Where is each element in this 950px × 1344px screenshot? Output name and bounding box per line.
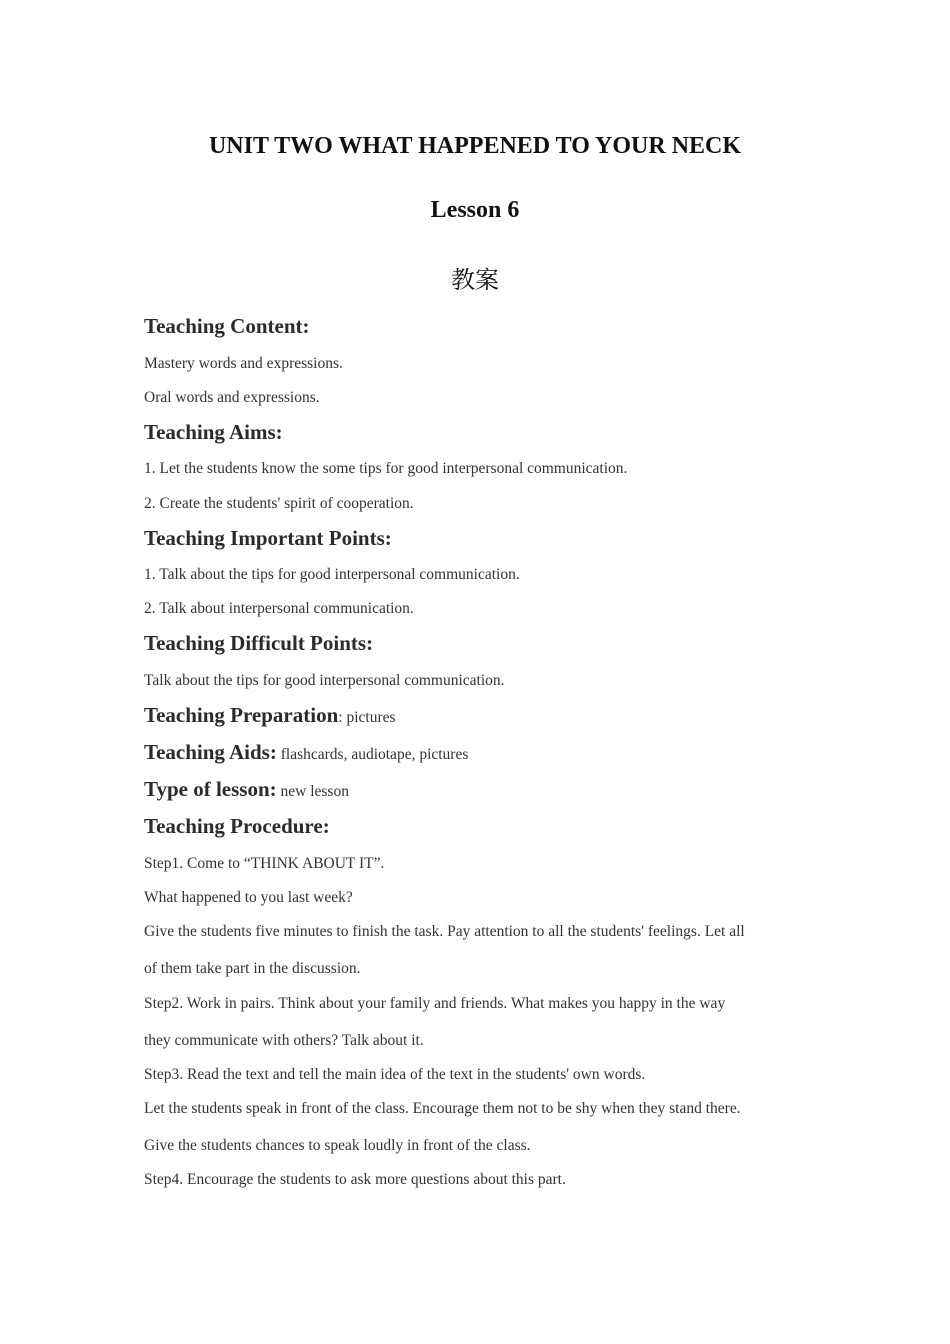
heading-teaching-content: Teaching Content:	[144, 314, 310, 338]
step3-line: Step3. Read the text and tell the main idea of the text in the students' own words.	[144, 1066, 646, 1083]
content-line-2: Oral words and expressions.	[144, 389, 320, 406]
heading-difficult-points: Teaching Difficult Points:	[144, 631, 374, 655]
aims-line-2: 2. Create the students' spirit of cooperation.	[144, 495, 414, 512]
step1-activity-line-1: Give the students five minutes to finish the task. Pay attention to all the students' feelings. Let all	[144, 923, 745, 940]
teaching-aids-line	[144, 740, 824, 765]
heading-teaching-procedure: Teaching Procedure:	[144, 814, 330, 838]
document-title: UNIT TWO WHAT HAPPENED TO YOUR NECK	[208, 133, 742, 159]
step3-activity-line-2: Give the students chances to speak loudly in front of the class.	[144, 1137, 531, 1154]
step3-activity-line-1: Let the students speak in front of the class. Encourage them not to be shy when they stand there.	[144, 1100, 741, 1117]
type-of-lesson-line	[144, 777, 824, 802]
step1-activity-line-2: of them take part in the discussion.	[144, 960, 361, 977]
aids-value: flashcards, audiotape, pictures	[276, 746, 469, 763]
step1-question: What happened to you last week?	[144, 889, 353, 906]
content-line-1: Mastery words and expressions.	[144, 355, 343, 372]
step2-line-1: Step2. Work in pairs. Think about your family and friends. What makes you happy in the way	[144, 995, 726, 1012]
important-line-1: 1. Talk about the tips for good interpersonal communication.	[144, 566, 520, 583]
heading-teaching-aids: Teaching Aids:	[144, 740, 277, 764]
important-line-2: 2. Talk about interpersonal communication.	[144, 600, 414, 617]
heading-teaching-aims: Teaching Aims:	[144, 420, 283, 444]
step2-line-2: they communicate with others? Talk about it.	[144, 1032, 424, 1049]
heading-teaching-preparation: Teaching Preparation	[144, 703, 339, 727]
heading-type-of-lesson: Type of lesson:	[144, 777, 277, 801]
preparation-value: : pictures	[338, 709, 396, 726]
step1-line: Step1. Come to “THINK ABOUT IT”.	[144, 855, 385, 872]
teaching-preparation-line	[144, 703, 824, 728]
step4-line: Step4. Encourage the students to ask more questions about this part.	[144, 1171, 566, 1188]
lesson-title: Lesson 6	[430, 197, 520, 223]
aims-line-1: 1. Let the students know the some tips for good interpersonal communication.	[144, 460, 628, 477]
difficult-line-1: Talk about the tips for good interpersonal communication.	[144, 672, 505, 689]
lesson-plan-label: 教案	[451, 266, 499, 294]
type-value: new lesson	[276, 783, 349, 800]
heading-important-points: Teaching Important Points:	[144, 526, 392, 550]
